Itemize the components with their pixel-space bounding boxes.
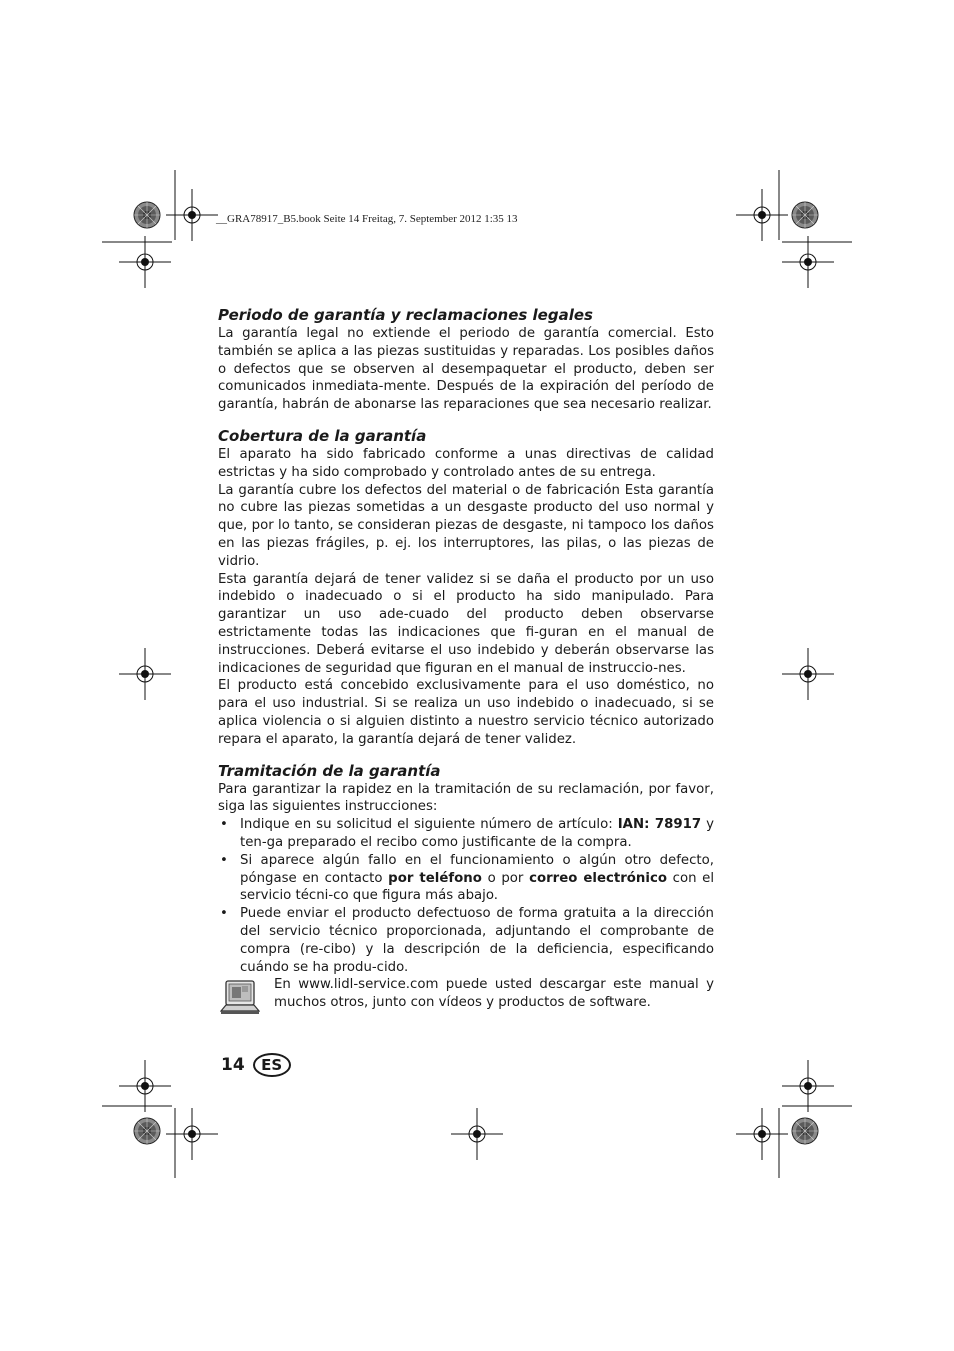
paragraph: Esta garantía dejará de tener validez si se daña el producto por un uso indebido o inadecuado o si el producto ha sido manipulado. Para garantizar un uso ade-cuado del producto deben observarse estrictamente todas las indicaciones que fi-guran en el manual de instrucciones. Deberá evitarse el uso indebido y deberán observarse las indicaciones de seguridad que figuran en el manual de instruccio-nes. [218, 571, 714, 676]
crosshair-registration-icon [119, 648, 171, 700]
section-heading: Tramitación de la garantía [218, 761, 441, 780]
section-heading: Cobertura de la garantía [218, 426, 427, 445]
sunburst-target-icon [134, 1118, 160, 1144]
list-item-text: Puede enviar el producto defectuoso de forma gratuita a la dirección del servicio técnico proporcionada, adjuntando el comprobante de compra (re-cibo) y la descripción de la deficiencia, especificando cuándo se ha produ-cido. [240, 906, 714, 975]
paragraph: Para garantizar la rapidez en la tramitación de su reclamación, por favor, siga las siguientes instrucciones: [218, 781, 714, 815]
list-item [218, 852, 714, 905]
list-item-text: con el servicio técni-co que figura más abajo. [240, 870, 715, 904]
article-number: IAN: 78917 [617, 817, 702, 833]
crosshair-registration-icon [119, 236, 171, 288]
crosshair-registration-icon [736, 1108, 788, 1160]
sunburst-target-icon [792, 1118, 818, 1144]
paragraph: La garantía legal no extiende el periodo de garantía comercial. Esto también se aplica a las piezas sustituidas y reparadas. Los posibles daños o defectos que se observen al desempaquetar el producto, deben ser comunicados inmediata-mente. Después de la expiración del período de garantía, habrán de abonarse las reparaciones que sea necesario realizar. [218, 326, 714, 413]
page-number: 14 [221, 1055, 245, 1075]
contact-email: correo electrónico [529, 870, 667, 886]
list-item-text: Si aparece algún fallo en el funcionamiento o algún otro defecto, póngase en contacto [240, 852, 714, 886]
crosshair-registration-icon [166, 1108, 218, 1160]
crosshair-registration-icon [736, 189, 788, 241]
main-content [218, 305, 714, 1016]
crosshair-registration-icon [782, 1060, 834, 1112]
crosshair-registration-icon [782, 236, 834, 288]
computer-download-icon [220, 978, 260, 1016]
list-item [218, 905, 714, 976]
list-item-text: y ten-ga preparado el recibo como justificante de la compra. [240, 817, 714, 850]
paragraph: El producto está concebido exclusivamente para el uso doméstico, no para el uso industrial. Si se realiza un uso indebido o inadecuado, si se aplica violencia o si alguien distinto a nuestro servicio técnico autorizado repara el aparato, la garantía dejará de tener validez. [218, 678, 714, 747]
sunburst-target-icon [134, 202, 160, 228]
crosshair-registration-icon [119, 1060, 171, 1112]
print-info-header: __GRA78917_B5.book Seite 14 Freitag, 7. September 2012 1:35 13 [216, 213, 518, 225]
crosshair-registration-icon [166, 189, 218, 241]
note-text: En www.lidl-service.com puede usted descargar este manual y muchos otros, junto con vídeos y productos de software. [274, 977, 714, 1011]
list-item-text: o por [481, 870, 530, 886]
paragraph: El aparato ha sido fabricado conforme a unas directivas de calidad estrictas y ha sido comprobado y controlado antes de su entrega. [218, 446, 714, 480]
crosshair-registration-icon [451, 1108, 503, 1160]
list-item [218, 816, 714, 852]
download-note [218, 976, 714, 1016]
instruction-list [218, 816, 714, 976]
list-item-text: Indique en su solicitud el siguiente número de artículo: [240, 817, 618, 833]
language-badge: ES [253, 1053, 291, 1077]
paragraph: La garantía cubre los defectos del material o de fabricación Esta garantía no cubre las piezas sometidas a un desgaste producto del uso normal y que, por lo tanto, se consideran piezas de desgaste, ni tampoco los daños en las piezas frágiles, p. ej. los interruptores, las pilas, o las piezas de vidrio. [218, 482, 714, 569]
section-heading: Periodo de garantía y reclamaciones legales [218, 306, 593, 324]
page-footer [221, 1053, 291, 1077]
sunburst-target-icon [792, 202, 818, 228]
crosshair-registration-icon [782, 648, 834, 700]
contact-phone: por teléfono [388, 870, 482, 886]
